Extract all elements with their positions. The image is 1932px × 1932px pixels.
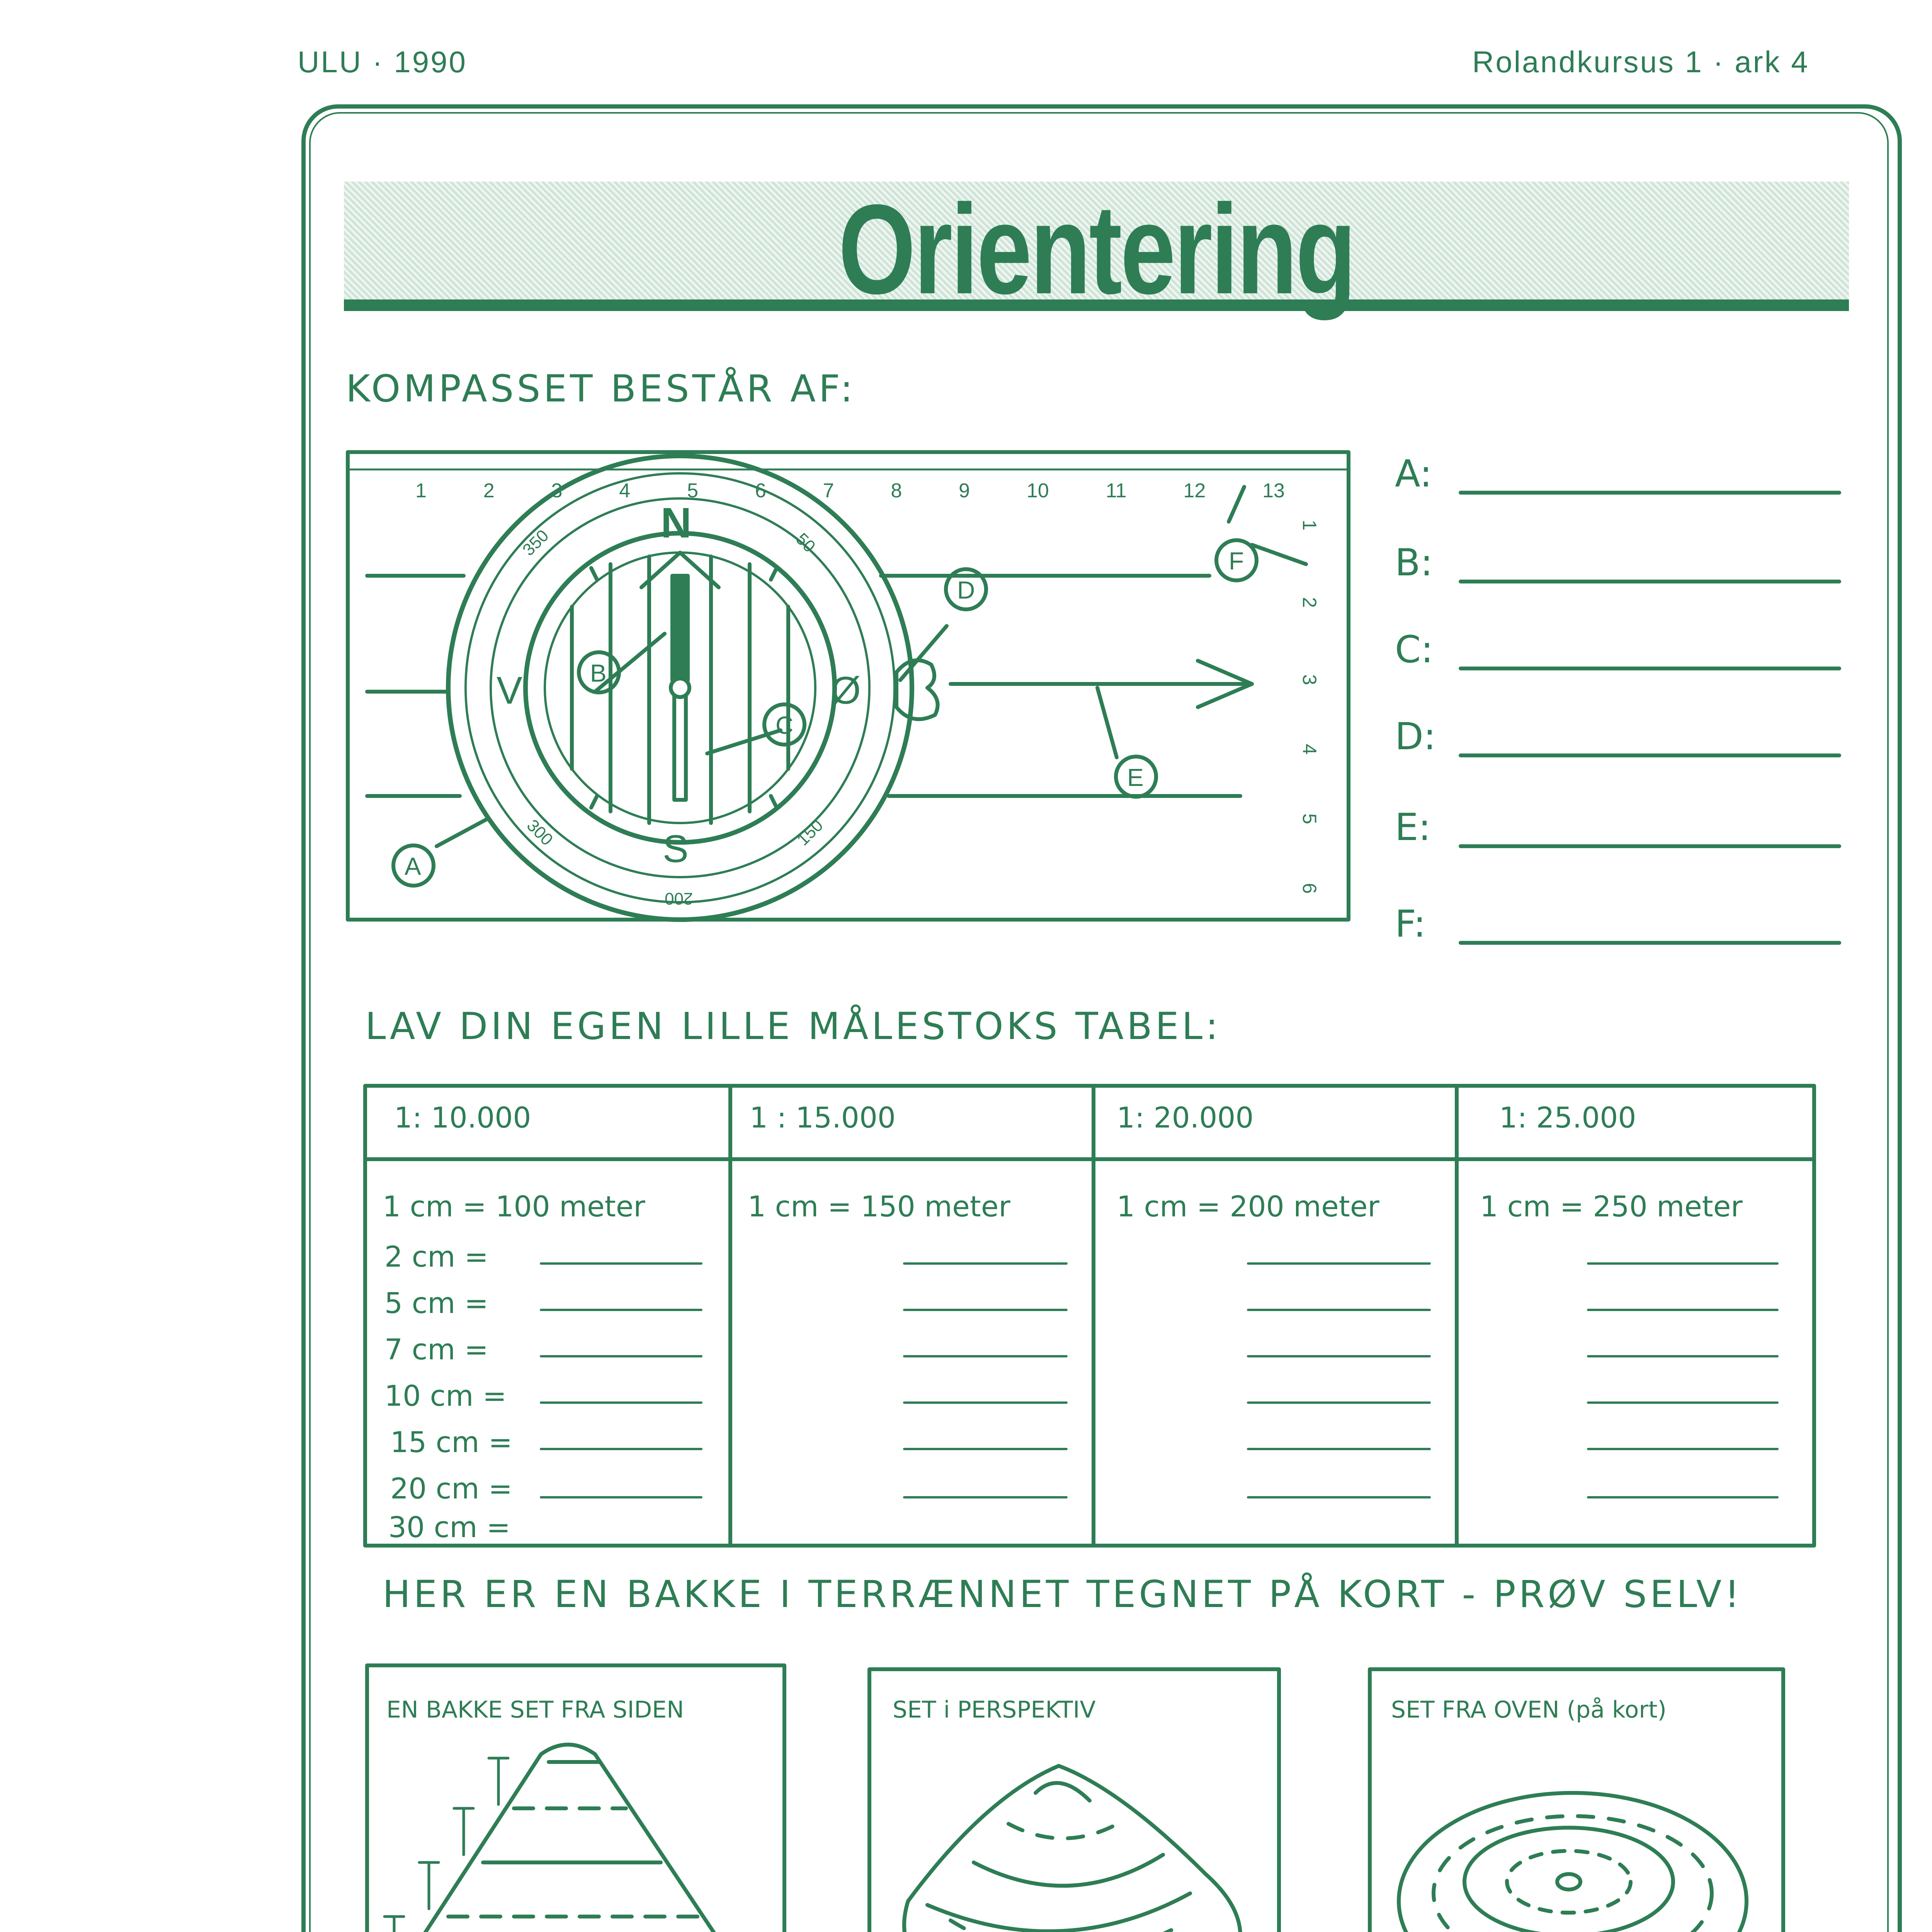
scale-ratio: 1: 20.000 — [1117, 1101, 1254, 1134]
callout-line-e — [1097, 688, 1117, 757]
scale-first-row: 1 cm = 200 meter — [1117, 1190, 1379, 1223]
scale-row-label: 10 cm = — [384, 1379, 507, 1413]
ruler-tick: 9 — [959, 480, 970, 502]
compass-needle-south — [674, 696, 686, 800]
answer-label-f: F: — [1395, 902, 1426, 946]
ruler-tick: 4 — [619, 480, 631, 502]
ruler-tick: 5 — [687, 480, 698, 502]
compass-needle-north — [672, 576, 688, 680]
ruler-tick: 2 — [483, 480, 495, 502]
callout-line-c — [707, 730, 781, 753]
scale-ratio: 1: 25.000 — [1499, 1101, 1636, 1134]
degree-label: 150 — [793, 816, 827, 849]
scale-row-label: 5 cm = — [384, 1287, 488, 1320]
ruler-tick: 11 — [1105, 480, 1127, 502]
scale-answer-lines — [541, 1264, 1777, 1497]
callout-label-e: E — [1127, 764, 1144, 791]
hill-box-map-title: SET FRA OVEN (på kort) — [1391, 1696, 1667, 1723]
header-right: Rolandkursus 1 · ark 4 — [1472, 45, 1810, 79]
ruler-tick: 8 — [891, 480, 902, 502]
scale-row-label: 7 cm = — [384, 1333, 488, 1366]
compass-heading: KOMPASSET BESTÅR AF: — [346, 367, 856, 410]
degree-label: 300 — [523, 816, 557, 849]
scale-row-label: 15 cm = — [390, 1426, 512, 1459]
scale-row-label: 30 cm = — [388, 1511, 510, 1544]
degree-label: 200 — [665, 889, 693, 908]
ruler-tick: 12 — [1183, 480, 1206, 502]
ruler-tick: 3 — [551, 480, 563, 502]
callout-label-f: F — [1229, 547, 1244, 575]
hill-side-outline — [398, 1745, 742, 1932]
side-tick: 4 — [1298, 744, 1320, 755]
scale-table — [365, 1086, 1814, 1546]
hill-box-perspective-title: SET i PERSPEKTIV — [893, 1696, 1096, 1723]
direction-w: V — [497, 669, 522, 712]
callout-line-f — [1252, 545, 1306, 564]
callout-line-a — [437, 819, 487, 846]
scale-first-row: 1 cm = 100 meter — [383, 1190, 645, 1223]
direction-n: N — [661, 499, 692, 547]
side-tick: 3 — [1298, 674, 1320, 685]
callout-label-d: D — [957, 576, 975, 604]
degree-label: 350 — [519, 526, 553, 560]
thumb-grip — [896, 660, 938, 719]
scale-first-row: 1 cm = 250 meter — [1480, 1190, 1743, 1223]
degree-label: 50 — [792, 529, 819, 556]
answer-label-c: C: — [1395, 628, 1434, 671]
side-tick: 6 — [1298, 883, 1320, 894]
hill-perspective-outline — [904, 1766, 1240, 1932]
hill-box-side-title: EN BAKKE SET FRA SIDEN — [386, 1696, 684, 1723]
header-left: ULU · 1990 — [298, 45, 467, 79]
ruler-tick: 7 — [823, 480, 834, 502]
scale-row-label: 2 cm = — [384, 1240, 488, 1274]
scale-heading: LAV DIN EGEN LILLE MÅLESTOKS TABEL: — [365, 1005, 1221, 1048]
callout-label-c: C — [776, 711, 794, 739]
side-tick: 1 — [1298, 520, 1320, 531]
ruler-tick: 10 — [1026, 480, 1049, 502]
scale-ratio: 1 : 15.000 — [750, 1101, 896, 1134]
answer-label-b: B: — [1395, 541, 1433, 584]
answer-label-d: D: — [1395, 715, 1436, 758]
ruler-tick: 13 — [1262, 480, 1285, 502]
scale-row-label: 20 cm = — [390, 1472, 512, 1505]
ruler-numbers — [415, 479, 1285, 510]
scale-ratio: 1: 10.000 — [394, 1101, 531, 1134]
scale-first-row: 1 cm = 150 meter — [748, 1190, 1010, 1223]
side-tick: 2 — [1298, 597, 1320, 608]
answer-label-a: A: — [1395, 452, 1432, 495]
callout-label-a: A — [405, 852, 421, 880]
compass-pivot — [671, 679, 689, 697]
direction-e: Ø — [831, 669, 861, 712]
callout-label-b: B — [590, 659, 607, 687]
answer-label-e: E: — [1395, 806, 1431, 849]
page-title: Orientering — [838, 178, 1355, 320]
direction-s: S — [663, 827, 689, 871]
ruler-tick: 6 — [755, 480, 766, 502]
side-tick: 5 — [1298, 813, 1320, 824]
hill-heading: HER ER EN BAKKE I TERRÆNNET TEGNET PÅ KORT - PRØV SELV! — [383, 1573, 1743, 1616]
height-markers — [384, 1758, 508, 1932]
ruler-tick: 1 — [415, 480, 427, 502]
